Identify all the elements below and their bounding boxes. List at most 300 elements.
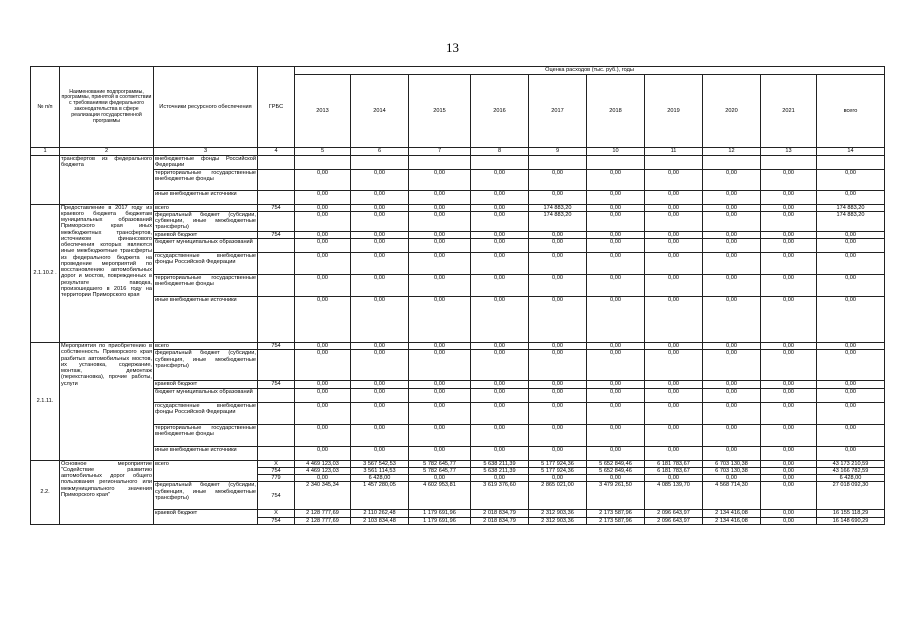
table-row: [31, 510, 885, 517]
year-value-cell: 0,00: [351, 297, 409, 343]
grbs-cell: [258, 446, 295, 460]
column-index: 3: [154, 148, 258, 156]
year-value-cell: 0,00: [295, 350, 351, 381]
year-value-cell: 0,00: [703, 169, 761, 190]
year-value-cell: 0,00: [409, 343, 471, 350]
year-value-cell: [351, 156, 409, 170]
year-value-cell: 0,00: [703, 475, 761, 482]
column-index: 9: [529, 148, 587, 156]
year-value-cell: 0,00: [761, 204, 817, 211]
grbs-cell: [258, 297, 295, 343]
year-value-cell: 0,00: [761, 239, 817, 253]
year-value-cell: [409, 156, 471, 170]
row-total-cell: 0,00: [817, 297, 885, 343]
table-row: [31, 239, 885, 253]
grbs-cell: [258, 388, 295, 402]
year-value-cell: 0,00: [645, 190, 703, 204]
year-value-cell: 0,00: [645, 343, 703, 350]
year-value-cell: 0,00: [295, 475, 351, 482]
year-value-cell: 0,00: [645, 239, 703, 253]
item-number-cell: 2.1.10.2 .: [31, 204, 60, 343]
column-index: 5: [295, 148, 351, 156]
year-value-cell: 0,00: [409, 402, 471, 424]
year-value-cell: 0,00: [761, 475, 817, 482]
year-value-cell: 0,00: [587, 475, 645, 482]
year-value-cell: 0,00: [351, 446, 409, 460]
year-value-cell: 0,00: [295, 275, 351, 297]
year-value-cell: 0,00: [295, 169, 351, 190]
year-value-cell: 0,00: [409, 297, 471, 343]
source-cell: иные внебюджетные источники: [154, 297, 258, 343]
source-cell: федеральный бюджет (субсидии, субвенция, иные межбюджетные трансферты): [154, 482, 258, 510]
year-value-cell: 2 103 834,48: [351, 517, 409, 524]
year-value-cell: 0,00: [351, 350, 409, 381]
grbs-cell: [258, 275, 295, 297]
year-value-cell: 0,00: [295, 388, 351, 402]
year-value-cell: 0,00: [351, 204, 409, 211]
year-value-cell: 0,00: [529, 424, 587, 446]
year-value-cell: 5 652 849,46: [587, 460, 645, 467]
year-value-cell: 0,00: [529, 169, 587, 190]
year-value-cell: 0,00: [645, 350, 703, 381]
row-total-cell: 43 173 210,59: [817, 460, 885, 467]
year-value-cell: 0,00: [587, 424, 645, 446]
year-value-cell: 0,00: [295, 343, 351, 350]
source-cell: территориальные государственные внебюджетные фонды: [154, 275, 258, 297]
year-value-cell: 0,00: [761, 350, 817, 381]
year-value-cell: 0,00: [351, 253, 409, 275]
year-value-cell: 0,00: [587, 211, 645, 231]
row-total-cell: [817, 156, 885, 170]
row-total-cell: 0,00: [817, 381, 885, 388]
year-value-cell: 0,00: [529, 475, 587, 482]
source-cell: краевой бюджет: [154, 381, 258, 388]
year-value-cell: 0,00: [761, 510, 817, 517]
year-value-cell: 0,00: [295, 239, 351, 253]
year-value-cell: 2 312 903,36: [529, 517, 587, 524]
row-total-cell: 0,00: [817, 350, 885, 381]
year-value-cell: 0,00: [587, 343, 645, 350]
row-total-cell: 0,00: [817, 239, 885, 253]
year-value-cell: 0,00: [645, 231, 703, 238]
table-row: [31, 231, 885, 238]
year-value-cell: 0,00: [409, 275, 471, 297]
year-value-cell: 0,00: [471, 239, 529, 253]
year-value-cell: 5 652 849,46: [587, 467, 645, 474]
year-value-cell: 0,00: [761, 253, 817, 275]
year-value-cell: 0,00: [529, 190, 587, 204]
source-cell: всего: [154, 343, 258, 350]
row-total-cell: 6 428,00: [817, 475, 885, 482]
source-cell: федеральный бюджет (субсидии, субвенции, иные межбюджетные трансферты): [155, 211, 256, 231]
year-value-cell: 2 128 777,69: [295, 510, 351, 517]
year-value-cell: 0,00: [587, 253, 645, 275]
year-value-cell: 0,00: [529, 275, 587, 297]
year-value-cell: 0,00: [409, 381, 471, 388]
year-value-cell: 0,00: [645, 424, 703, 446]
year-value-cell: [471, 156, 529, 170]
table-row: [31, 211, 885, 231]
year-value-cell: 2 865 021,00: [529, 482, 587, 510]
year-value-cell: [295, 156, 351, 170]
year-value-cell: 0,00: [471, 343, 529, 350]
year-value-cell: 0,00: [471, 475, 529, 482]
item-name-cell: Основное мероприятие "Содействие развитию автомобильных дорог общего пользования регионального или межмуниципального значения Приморского края": [60, 460, 154, 524]
grbs-cell: 754: [258, 381, 295, 388]
year-value-cell: 0,00: [409, 169, 471, 190]
column-index: 2: [60, 148, 154, 156]
year-value-cell: 2 340 345,34: [295, 482, 351, 510]
year-value-cell: 2 134 416,08: [703, 510, 761, 517]
year-value-cell: 0,00: [761, 275, 817, 297]
header-grbs: ГРБС: [258, 67, 295, 148]
year-value-cell: 0,00: [587, 231, 645, 238]
year-value-cell: 0,00: [761, 482, 817, 510]
year-value-cell: 1 457 280,05: [351, 482, 409, 510]
column-index: 8: [471, 148, 529, 156]
grbs-cell: [258, 156, 295, 170]
year-value-cell: 0,00: [761, 211, 817, 231]
column-index: 7: [409, 148, 471, 156]
year-value-cell: 0,00: [409, 424, 471, 446]
year-value-cell: 0,00: [703, 253, 761, 275]
row-total-cell: 174 883,20: [817, 204, 885, 211]
row-total-cell: 0,00: [817, 388, 885, 402]
year-value-cell: 0,00: [703, 424, 761, 446]
source-cell: всего: [154, 460, 258, 482]
year-value-cell: 0,00: [409, 475, 471, 482]
grbs-cell: [258, 402, 295, 424]
row-total-cell: 0,00: [817, 446, 885, 460]
year-value-cell: 1 179 691,96: [409, 517, 471, 524]
year-value-cell: [587, 156, 645, 170]
page-number: 13: [446, 40, 459, 55]
year-value-cell: 3 561 114,53: [351, 467, 409, 474]
grbs-cell: [258, 253, 295, 275]
grbs-cell: 779: [258, 475, 295, 482]
source-cell: государственные внебюджетные фонды Российской Федерации: [154, 253, 258, 275]
column-index: 6: [351, 148, 409, 156]
table-row: [31, 381, 885, 388]
year-value-cell: 0,00: [295, 446, 351, 460]
year-value-cell: 0,00: [703, 402, 761, 424]
year-value-cell: 0,00: [471, 424, 529, 446]
year-value-cell: 2 018 834,79: [471, 510, 529, 517]
year-value-cell: 6 428,00: [351, 475, 409, 482]
year-value-cell: 0,00: [529, 381, 587, 388]
grbs-cell: 754: [258, 467, 295, 474]
grbs-cell: 754: [258, 517, 295, 524]
grbs-cell: [258, 424, 295, 446]
year-value-cell: 0,00: [471, 388, 529, 402]
table-row: [31, 388, 885, 402]
header-year: 2013: [295, 75, 351, 148]
grbs-cell: X: [258, 510, 295, 517]
year-value-cell: 0,00: [587, 381, 645, 388]
year-value-cell: 0,00: [409, 190, 471, 204]
year-value-cell: 0,00: [587, 275, 645, 297]
grbs-cell: X: [258, 460, 295, 467]
header-no: № п/п: [31, 67, 60, 148]
year-value-cell: 0,00: [703, 388, 761, 402]
source-cell: всего: [154, 204, 258, 211]
year-value-cell: 0,00: [351, 169, 409, 190]
year-value-cell: 2 173 587,96: [587, 510, 645, 517]
year-value-cell: 0,00: [409, 446, 471, 460]
grbs-cell: [258, 211, 295, 231]
year-value-cell: 0,00: [761, 169, 817, 190]
year-value-cell: 0,00: [351, 402, 409, 424]
table-row: [31, 350, 885, 381]
source-cell: иные внебюджетные источники: [154, 190, 258, 204]
row-total-cell: 0,00: [817, 424, 885, 446]
year-value-cell: 0,00: [471, 402, 529, 424]
grbs-cell: [258, 239, 295, 253]
source-cell: территориальные государственные внебюджетные фонды: [154, 169, 258, 190]
year-value-cell: [645, 156, 703, 170]
year-value-cell: 0,00: [703, 350, 761, 381]
year-value-cell: 0,00: [471, 204, 529, 211]
year-value-cell: 0,00: [703, 211, 761, 231]
header-year: 2016: [471, 75, 529, 148]
year-value-cell: 0,00: [587, 239, 645, 253]
year-value-cell: 2 018 834,79: [471, 517, 529, 524]
year-value-cell: 0,00: [471, 275, 529, 297]
year-value-cell: 0,00: [703, 239, 761, 253]
column-index: 12: [703, 148, 761, 156]
year-value-cell: 0,00: [351, 275, 409, 297]
header-year: 2019: [645, 75, 703, 148]
row-total-cell: 27 018 092,30: [817, 482, 885, 510]
table-row: [31, 204, 885, 211]
header-year: 2021: [761, 75, 817, 148]
year-value-cell: 0,00: [529, 297, 587, 343]
year-value-cell: 5 177 924,36: [529, 460, 587, 467]
grbs-cell: [258, 190, 295, 204]
year-value-cell: 0,00: [351, 231, 409, 238]
year-value-cell: 0,00: [761, 388, 817, 402]
year-value-cell: 0,00: [529, 402, 587, 424]
year-value-cell: 5 177 924,36: [529, 467, 587, 474]
year-value-cell: 0,00: [351, 239, 409, 253]
year-value-cell: 174 883,20: [529, 204, 587, 211]
year-value-cell: 0,00: [645, 253, 703, 275]
grbs-cell: 754: [258, 231, 295, 238]
source-cell: краевой бюджет: [154, 510, 258, 525]
year-value-cell: 0,00: [295, 381, 351, 388]
year-value-cell: 2 134 416,08: [703, 517, 761, 524]
source-cell: бюджет муниципальных образований: [154, 239, 258, 253]
year-value-cell: 0,00: [703, 231, 761, 238]
year-value-cell: 0,00: [409, 204, 471, 211]
year-value-cell: 0,00: [295, 231, 351, 238]
header-year: 2020: [703, 75, 761, 148]
year-value-cell: 0,00: [409, 350, 471, 381]
column-index: 13: [761, 148, 817, 156]
source-cell: государственные внебюджетные фонды Российской Федерации: [154, 402, 258, 424]
year-value-cell: 0,00: [703, 446, 761, 460]
item-number-cell: 2.2.: [31, 460, 60, 524]
year-value-cell: 5 638 211,39: [471, 467, 529, 474]
header-name: Наименование подпрограммы, программы, принятой в соответствии с требованиями федерального законодательства в сфере реализации государственной программы: [60, 67, 154, 148]
year-value-cell: 4 085 139,70: [645, 482, 703, 510]
year-value-cell: 0,00: [351, 190, 409, 204]
year-value-cell: 4 602 953,81: [409, 482, 471, 510]
year-value-cell: 2 128 777,69: [295, 517, 351, 524]
item-name-cell: Мероприятия по приобретению в собственность Приморского края разбитых автомобильных мостов, их установка, содержание, монтаж, демонтаж (перекстановка), прочие работы, услуги: [60, 343, 154, 461]
year-value-cell: 0,00: [351, 381, 409, 388]
row-total-cell: 174 883,20: [817, 211, 885, 231]
year-value-cell: 0,00: [409, 211, 471, 231]
row-total-cell: 0,00: [817, 343, 885, 350]
year-value-cell: 2 096 643,97: [645, 510, 703, 517]
year-value-cell: 0,00: [351, 388, 409, 402]
year-value-cell: 0,00: [645, 475, 703, 482]
grbs-cell: 754: [258, 343, 295, 350]
table-row: [31, 253, 885, 275]
table-row: [31, 343, 885, 350]
table-row: [31, 169, 885, 190]
year-value-cell: 0,00: [409, 239, 471, 253]
year-value-cell: 0,00: [761, 190, 817, 204]
year-value-cell: 0,00: [761, 517, 817, 524]
year-value-cell: 0,00: [761, 402, 817, 424]
year-value-cell: 0,00: [703, 381, 761, 388]
grbs-cell: 754: [258, 204, 295, 211]
column-index: 10: [587, 148, 645, 156]
table-row: [31, 402, 885, 424]
year-value-cell: 0,00: [471, 231, 529, 238]
year-value-cell: 0,00: [587, 297, 645, 343]
year-value-cell: 0,00: [471, 350, 529, 381]
year-value-cell: 0,00: [645, 388, 703, 402]
table-row: [31, 446, 885, 460]
year-value-cell: 3 567 542,53: [351, 460, 409, 467]
table-row: [31, 424, 885, 446]
year-value-cell: 0,00: [351, 211, 409, 231]
year-value-cell: 0,00: [703, 204, 761, 211]
year-value-cell: 0,00: [645, 402, 703, 424]
year-value-cell: 0,00: [645, 204, 703, 211]
year-value-cell: 0,00: [645, 275, 703, 297]
header-total: всего: [817, 75, 885, 148]
source-cell: бюджет муниципальных образований: [154, 388, 258, 402]
year-value-cell: 0,00: [529, 253, 587, 275]
year-value-cell: 3 619 376,60: [471, 482, 529, 510]
year-value-cell: 0,00: [761, 446, 817, 460]
header-year: 2017: [529, 75, 587, 148]
year-value-cell: 2 110 262,48: [351, 510, 409, 517]
year-value-cell: 0,00: [295, 253, 351, 275]
column-index: 11: [645, 148, 703, 156]
row-total-cell: 0,00: [817, 402, 885, 424]
table-row: [31, 156, 885, 170]
year-value-cell: 0,00: [471, 446, 529, 460]
source-cell: внебюджетные фонды Российской Федерации: [155, 156, 256, 169]
year-value-cell: 0,00: [645, 381, 703, 388]
column-index: 4: [258, 148, 295, 156]
year-value-cell: 0,00: [409, 388, 471, 402]
table-row: [31, 190, 885, 204]
year-value-cell: 0,00: [587, 169, 645, 190]
header-source: Источники ресурсного обеспечения: [154, 67, 258, 148]
header-year: 2018: [587, 75, 645, 148]
year-value-cell: 4 469 123,03: [295, 467, 351, 474]
row-total-cell: 16 155 118,29: [817, 510, 885, 517]
source-cell: федеральный бюджет (субсидии, субвенция, иные межбюджетные трансферты): [154, 350, 258, 381]
table-row: [31, 482, 885, 510]
grbs-cell: 754: [258, 482, 295, 510]
year-value-cell: [529, 156, 587, 170]
column-index: 1: [31, 148, 60, 156]
table-row: [31, 275, 885, 297]
table-header: [31, 67, 885, 156]
year-value-cell: 0,00: [587, 402, 645, 424]
year-value-cell: 0,00: [761, 424, 817, 446]
year-value-cell: 0,00: [351, 424, 409, 446]
grbs-cell: [258, 350, 295, 381]
year-value-cell: 0,00: [529, 343, 587, 350]
year-value-cell: 0,00: [761, 231, 817, 238]
year-value-cell: 5 782 645,77: [409, 467, 471, 474]
table-body: [31, 156, 885, 525]
row-total-cell: 0,00: [817, 253, 885, 275]
year-value-cell: 3 479 261,50: [587, 482, 645, 510]
table-row: [31, 460, 885, 467]
year-value-cell: 0,00: [471, 211, 529, 231]
source-cell: краевой бюджет: [154, 231, 258, 238]
resource-table: [30, 66, 885, 525]
source-cell: территориальные государственные внебюджетные фонды: [154, 424, 258, 446]
grbs-cell: [258, 169, 295, 190]
year-value-cell: 0,00: [409, 231, 471, 238]
year-value-cell: 0,00: [471, 253, 529, 275]
year-value-cell: 0,00: [645, 446, 703, 460]
year-value-cell: 0,00: [761, 381, 817, 388]
year-value-cell: 0,00: [703, 297, 761, 343]
year-value-cell: 5 782 645,77: [409, 460, 471, 467]
year-value-cell: 0,00: [471, 381, 529, 388]
year-value-cell: 6 181 783,67: [645, 460, 703, 467]
year-value-cell: 0,00: [761, 467, 817, 474]
year-value-cell: 6 703 130,38: [703, 460, 761, 467]
year-value-cell: 2 312 903,36: [529, 510, 587, 517]
year-value-cell: 0,00: [295, 204, 351, 211]
row-total-cell: 43 166 782,59: [817, 467, 885, 474]
row-total-cell: 0,00: [817, 231, 885, 238]
row-total-cell: 0,00: [817, 169, 885, 190]
year-value-cell: 5 638 211,39: [471, 460, 529, 467]
year-value-cell: 0,00: [703, 190, 761, 204]
year-value-cell: 0,00: [587, 446, 645, 460]
year-value-cell: 0,00: [703, 343, 761, 350]
year-value-cell: 0,00: [351, 343, 409, 350]
column-index-row: [31, 148, 885, 156]
item-name-cell: трансфертов из федерального бюджета: [60, 156, 154, 205]
year-value-cell: 0,00: [529, 231, 587, 238]
year-value-cell: 0,00: [529, 350, 587, 381]
year-value-cell: [761, 156, 817, 170]
item-number-cell: 2.1.11.: [31, 343, 60, 461]
item-name-cell: Предоставление в 2017 году из краевого бюджета бюджетам муниципальных образований Приморского края иных межбюджетных трансфертов, источником финансового обеспечения которых являются иные межбюджетные трансферты из федерального бюджета на проведение мероприятий по восстановлению автомобильных дорог и мостов, поврежденных в результате паводка, произошедшего в 2016 году на территории Приморского края: [60, 204, 154, 343]
year-value-cell: 0,00: [471, 169, 529, 190]
year-value-cell: 0,00: [703, 275, 761, 297]
year-value-cell: 0,00: [587, 204, 645, 211]
year-value-cell: 0,00: [587, 388, 645, 402]
year-value-cell: 0,00: [761, 343, 817, 350]
source-cell: иные внебюджетные источники: [154, 446, 258, 460]
year-value-cell: 0,00: [471, 190, 529, 204]
